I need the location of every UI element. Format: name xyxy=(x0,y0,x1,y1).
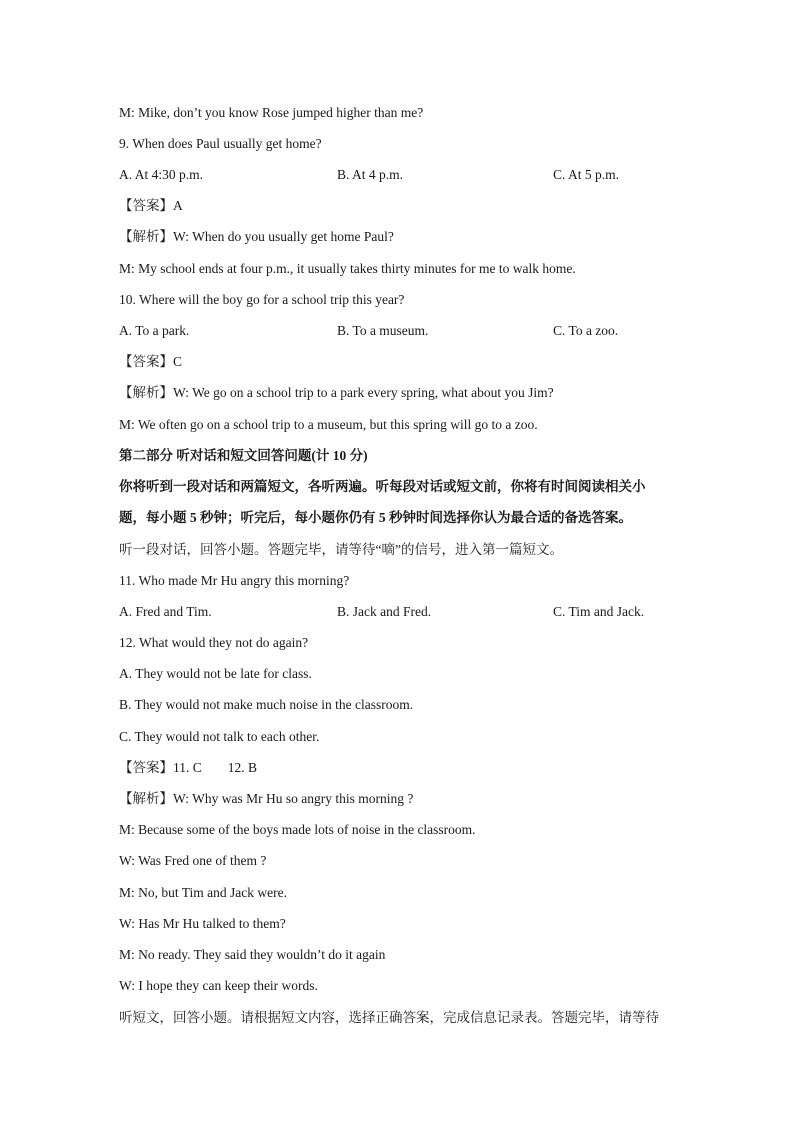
question-10-options xyxy=(0,322,794,340)
dialogue-line: M: No ready. They said they wouldn’t do it again xyxy=(119,947,386,962)
answer-11: 【答案】11. C xyxy=(119,760,202,775)
explanation-9: 【解析】W: When do you usually get home Paul? xyxy=(119,229,394,244)
dialogue-line: M: We often go on a school trip to a museum, but this spring will go to a zoo. xyxy=(119,417,538,432)
explanation-10: 【解析】W: We go on a school trip to a park every spring, what about you Jim? xyxy=(119,385,554,400)
answer-9: 【答案】A xyxy=(119,198,183,213)
option-b: B. At 4 p.m. xyxy=(337,167,404,182)
dialogue-line: M: My school ends at four p.m., it usually takes thirty minutes for me to walk home. xyxy=(119,261,576,276)
option-b: B. Jack and Fred. xyxy=(337,604,432,619)
option-a: A. To a park. xyxy=(119,323,190,338)
option-c: C. They would not talk to each other. xyxy=(119,729,320,744)
question-9-options xyxy=(0,166,794,184)
option-a: A. They would not be late for class. xyxy=(119,666,312,681)
question-11: 11. Who made Mr Hu angry this morning? xyxy=(119,573,350,588)
dialogue-line: W: Has Mr Hu talked to them? xyxy=(119,916,286,931)
question-12: 12. What would they not do again? xyxy=(119,635,309,650)
answer-11-12 xyxy=(119,759,257,777)
option-b: B. To a museum. xyxy=(337,323,429,338)
listening-instruction: 听一段对话，回答小题。答题完毕，请等待“嘀”的信号，进入第一篇短文。 xyxy=(119,542,563,557)
option-c: C. To a zoo. xyxy=(553,323,619,338)
part-2-instruction: 你将听到一段对话和两篇短文，各听两遍。听每段对话或短文前，你将有时间阅读相关小 xyxy=(119,479,646,494)
option-c: C. At 5 p.m. xyxy=(553,167,620,182)
dialogue-line: M: Mike, don’t you know Rose jumped higher than me? xyxy=(119,105,424,120)
dialogue-line: W: I hope they can keep their words. xyxy=(119,978,318,993)
option-c: C. Tim and Jack. xyxy=(553,604,645,619)
question-11-options xyxy=(0,603,794,621)
explanation-11: 【解析】W: Why was Mr Hu so angry this morning ? xyxy=(119,791,414,806)
part-2-instruction: 题，每小题 5 秒钟；听完后，每小题你仍有 5 秒钟时间选择你认为最合适的备选答案。 xyxy=(119,510,632,525)
option-b: B. They would not make much noise in the classroom. xyxy=(119,697,414,712)
option-a: A. At 4:30 p.m. xyxy=(119,167,204,182)
option-a: A. Fred and Tim. xyxy=(119,604,212,619)
dialogue-line: M: Because some of the boys made lots of noise in the classroom. xyxy=(119,822,476,837)
question-10: 10. Where will the boy go for a school trip this year? xyxy=(119,292,405,307)
listening-instruction: 听短文，回答小题。请根据短文内容，选择正确答案，完成信息记录表。答题完毕，请等待 xyxy=(119,1010,659,1025)
dialogue-line: W: Was Fred one of them ? xyxy=(119,853,267,868)
answer-12: 12. B xyxy=(227,760,258,775)
answer-10: 【答案】C xyxy=(119,354,183,369)
dialogue-line: M: No, but Tim and Jack were. xyxy=(119,885,287,900)
question-9: 9. When does Paul usually get home? xyxy=(119,136,322,151)
part-2-title: 第二部分 听对话和短文回答问题(计 10 分) xyxy=(119,448,368,463)
